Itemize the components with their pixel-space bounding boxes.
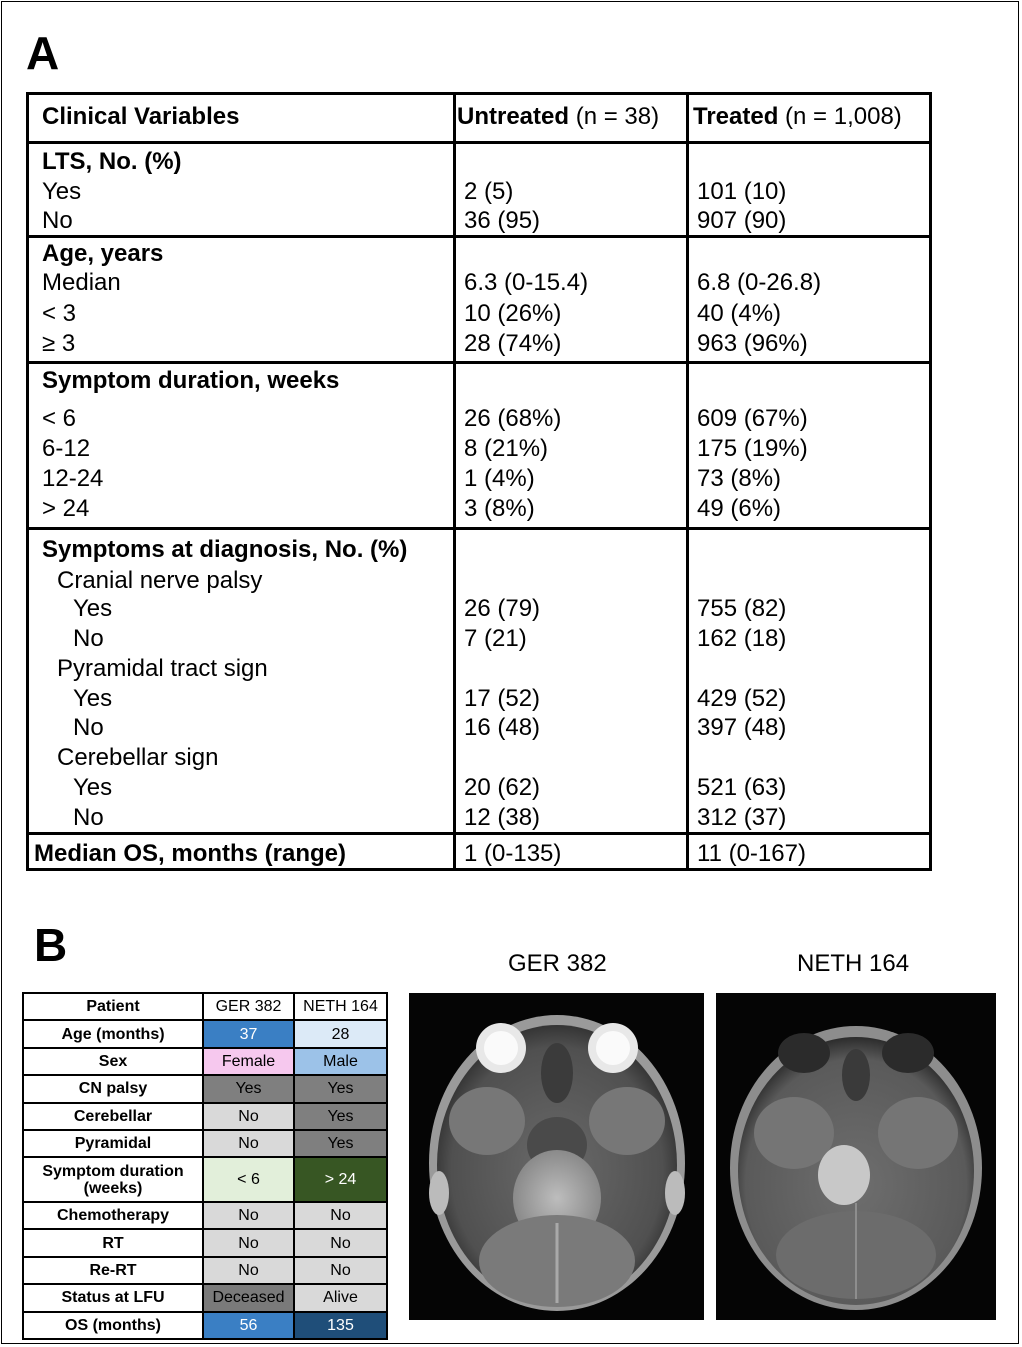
footer-untreated: 1 (0-135)	[464, 840, 562, 867]
row-treated: 49 (6%)	[697, 495, 782, 522]
table-row	[23, 1048, 387, 1075]
row-label: 6-12	[42, 435, 91, 462]
row-untreated: 10 (26%)	[464, 300, 562, 327]
clinical-variables-table	[26, 92, 932, 871]
row-label: Chemotherapy	[23, 1202, 203, 1229]
row-treated: 963 (96%)	[697, 330, 808, 357]
row-untreated: 6.3 (0-15.4)	[464, 269, 589, 296]
row-untreated: 26 (79)	[464, 595, 541, 622]
row-treated: 397 (48)	[697, 714, 787, 741]
table-row	[23, 1284, 387, 1311]
table-row	[23, 1020, 387, 1047]
cell-neth-chemotherapy: No	[294, 1202, 387, 1229]
mri-title-ger-382: GER 382	[508, 950, 607, 977]
row-label: Symptom duration (weeks)	[23, 1157, 203, 1202]
column-header-ger-382: GER 382	[203, 993, 294, 1020]
table-row	[23, 1075, 387, 1102]
row-label: Pyramidal tract sign	[57, 655, 268, 682]
row-untreated: 28 (74%)	[464, 330, 562, 357]
row-treated: 73 (8%)	[697, 465, 782, 492]
cell-neth-duration: > 24	[294, 1157, 387, 1202]
cell-ger-pyramidal: No	[203, 1130, 294, 1157]
row-treated: 162 (18)	[697, 625, 787, 652]
row-label: Sex	[23, 1048, 203, 1075]
table-row	[23, 1130, 387, 1157]
panel-b-label: B	[34, 919, 68, 971]
row-treated: 101 (10)	[697, 178, 787, 205]
row-treated: 175 (19%)	[697, 435, 808, 462]
row-label: Cerebellar	[23, 1103, 203, 1130]
table-row	[23, 993, 387, 1020]
row-label: No	[42, 207, 73, 234]
header-treated-n: (n = 1,008)	[778, 103, 902, 130]
row-label: Cerebellar sign	[57, 744, 219, 771]
column-header-neth-164: NETH 164	[294, 993, 387, 1020]
cell-ger-cn-palsy: Yes	[203, 1075, 294, 1102]
row-untreated: 17 (52)	[464, 685, 541, 712]
row-label: Cranial nerve palsy	[57, 567, 263, 594]
cell-neth-status: Alive	[294, 1284, 387, 1311]
footer-treated: 11 (0-167)	[697, 840, 806, 867]
cell-ger-cerebellar: No	[203, 1103, 294, 1130]
row-label: No	[73, 714, 104, 741]
row-untreated: 26 (68%)	[464, 405, 562, 432]
footer-median-os-label: Median OS, months (range)	[34, 840, 347, 867]
header-clinical-variables: Clinical Variables	[42, 103, 240, 130]
row-label: Median	[42, 269, 121, 296]
row-label: No	[73, 804, 104, 831]
row-label: Status at LFU	[23, 1284, 203, 1311]
table-row	[23, 1202, 387, 1229]
cell-ger-status: Deceased	[203, 1284, 294, 1311]
table-row	[23, 1257, 387, 1284]
row-untreated: 20 (62)	[464, 774, 541, 801]
row-label: CN palsy	[23, 1075, 203, 1102]
mri-title-neth-164: NETH 164	[797, 950, 910, 977]
column-header-patient: Patient	[23, 993, 203, 1020]
mri-image-neth-164	[716, 993, 996, 1320]
mri-image-ger-382	[409, 993, 704, 1320]
section-title-lts: LTS, No. (%)	[42, 148, 182, 175]
cell-ger-rt: No	[203, 1229, 294, 1256]
cell-neth-pyramidal: Yes	[294, 1130, 387, 1157]
table-row	[23, 1103, 387, 1130]
row-label: < 6	[42, 405, 77, 432]
section-title-duration: Symptom duration, weeks	[42, 367, 340, 394]
row-treated: 907 (90)	[697, 207, 787, 234]
row-treated: 609 (67%)	[697, 405, 808, 432]
row-label: > 24	[42, 495, 90, 522]
row-untreated: 3 (8%)	[464, 495, 535, 522]
column-divider-1	[453, 95, 456, 868]
row-label: Yes	[73, 774, 113, 801]
row-label: Age (months)	[23, 1020, 203, 1047]
row-untreated: 16 (48)	[464, 714, 541, 741]
section-title-age: Age, years	[42, 240, 164, 267]
header-untreated-label: Untreated	[457, 103, 570, 130]
row-treated: 521 (63)	[697, 774, 787, 801]
row-label: Pyramidal	[23, 1130, 203, 1157]
cell-ger-age: 37	[203, 1020, 294, 1047]
patient-comparison-table	[22, 992, 388, 1340]
row-label: 12-24	[42, 465, 104, 492]
cell-neth-age: 28	[294, 1020, 387, 1047]
table-row	[23, 1157, 387, 1202]
cell-ger-duration: < 6	[203, 1157, 294, 1202]
row-label: No	[73, 625, 104, 652]
cell-neth-cn-palsy: Yes	[294, 1075, 387, 1102]
row-untreated: 1 (4%)	[464, 465, 535, 492]
table-row	[23, 1229, 387, 1256]
row-label: OS (months)	[23, 1312, 203, 1339]
row-untreated: 36 (95)	[464, 207, 541, 234]
row-label: ≥ 3	[42, 330, 76, 357]
row-treated: 755 (82)	[697, 595, 787, 622]
table-row	[23, 1312, 387, 1339]
cell-ger-chemotherapy: No	[203, 1202, 294, 1229]
row-untreated: 8 (21%)	[464, 435, 549, 462]
column-divider-2	[686, 95, 689, 868]
row-treated: 6.8 (0-26.8)	[697, 269, 822, 296]
row-label: Re-RT	[23, 1257, 203, 1284]
cell-ger-re-rt: No	[203, 1257, 294, 1284]
cell-neth-rt: No	[294, 1229, 387, 1256]
row-label: < 3	[42, 300, 77, 327]
panel-a-label: A	[26, 27, 60, 79]
cell-neth-re-rt: No	[294, 1257, 387, 1284]
row-treated: 40 (4%)	[697, 300, 782, 327]
row-label: RT	[23, 1229, 203, 1256]
header-treated-label: Treated	[693, 103, 779, 130]
cell-ger-os: 56	[203, 1312, 294, 1339]
row-divider-header	[29, 141, 929, 144]
cell-ger-sex: Female	[203, 1048, 294, 1075]
row-label: Yes	[73, 685, 113, 712]
row-treated: 429 (52)	[697, 685, 787, 712]
header-treated	[693, 102, 902, 132]
row-divider-age	[29, 361, 929, 364]
row-untreated: 7 (21)	[464, 625, 527, 652]
header-untreated-n: (n = 38)	[569, 103, 660, 130]
row-label: Yes	[73, 595, 113, 622]
section-title-symptoms: Symptoms at diagnosis, No. (%)	[42, 536, 408, 563]
row-label: Yes	[42, 178, 82, 205]
cell-neth-sex: Male	[294, 1048, 387, 1075]
header-untreated	[457, 102, 659, 132]
row-divider-duration	[29, 527, 929, 530]
cell-neth-os: 135	[294, 1312, 387, 1339]
row-untreated: 12 (38)	[464, 804, 541, 831]
row-untreated: 2 (5)	[464, 178, 514, 205]
cell-neth-cerebellar: Yes	[294, 1103, 387, 1130]
row-treated: 312 (37)	[697, 804, 787, 831]
